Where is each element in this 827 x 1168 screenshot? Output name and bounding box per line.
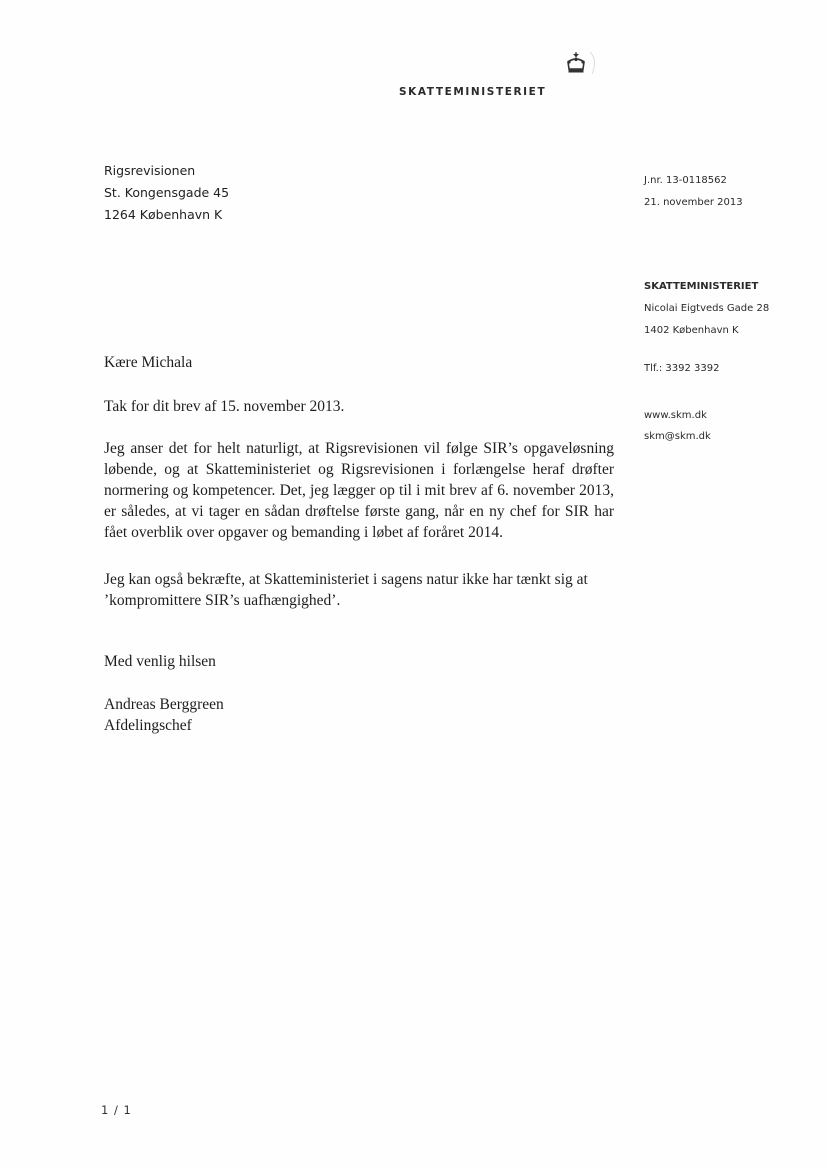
reference-block <box>644 170 743 214</box>
signer-name: Andreas Berggreen <box>104 696 224 713</box>
sender-street: Nicolai Eigtveds Gade 28 <box>644 303 770 314</box>
sender-address <box>644 276 769 342</box>
sender-org-name: SKATTEMINISTERIET <box>644 281 759 292</box>
recipient-city: 1264 København K <box>104 207 223 222</box>
sender-phone: Tlf.: 3392 3392 <box>644 363 720 374</box>
paragraph-1: Tak for dit brev af 15. november 2013. <box>104 398 345 415</box>
signer-title: Afdelingschef <box>104 717 192 734</box>
sender-contact <box>644 405 711 447</box>
sender-email: skm@skm.dk <box>644 431 711 442</box>
recipient-address <box>104 160 229 226</box>
crown-icon <box>560 50 600 80</box>
journal-number: J.nr. 13-0118562 <box>644 175 727 186</box>
signature-block <box>104 694 614 736</box>
paragraph-2: Jeg anser det for helt naturligt, at Rigsrevisionen vil følge SIR’s opgaveløsning løbende, og at Skatteministeriet og Rigsrevisionen i forlængelse heraf drøfter normering og kompetencer. Det, jeg lægger op til i mit brev af 6. november 2013, er således, at vi tager en sådan drøftelse første gang, når en ny chef for SIR har fået overblik over opgaver og bemanding i løbet af foråret 2014. <box>104 440 614 541</box>
page-number: 1 / 1 <box>101 1103 132 1117</box>
sender-city: 1402 København K <box>644 325 739 336</box>
closing: Med venlig hilsen <box>104 653 216 670</box>
recipient-street: St. Kongensgade 45 <box>104 185 230 200</box>
paragraph-3 <box>104 569 614 611</box>
paragraph-3-line-2: ’kompromittere SIR’s uafhængighed’. <box>104 592 341 609</box>
salutation: Kære Michala <box>104 354 193 371</box>
recipient-name: Rigsrevisionen <box>104 163 196 178</box>
brand-logo-text: SKATTEMINISTERIET <box>399 86 547 98</box>
sender-website: www.skm.dk <box>644 410 707 421</box>
paragraph-3-line-1: Jeg kan også bekræfte, at Skatteministeriet i sagens natur ikke har tænkt sig at <box>104 571 588 588</box>
letter-date: 21. november 2013 <box>644 197 743 208</box>
